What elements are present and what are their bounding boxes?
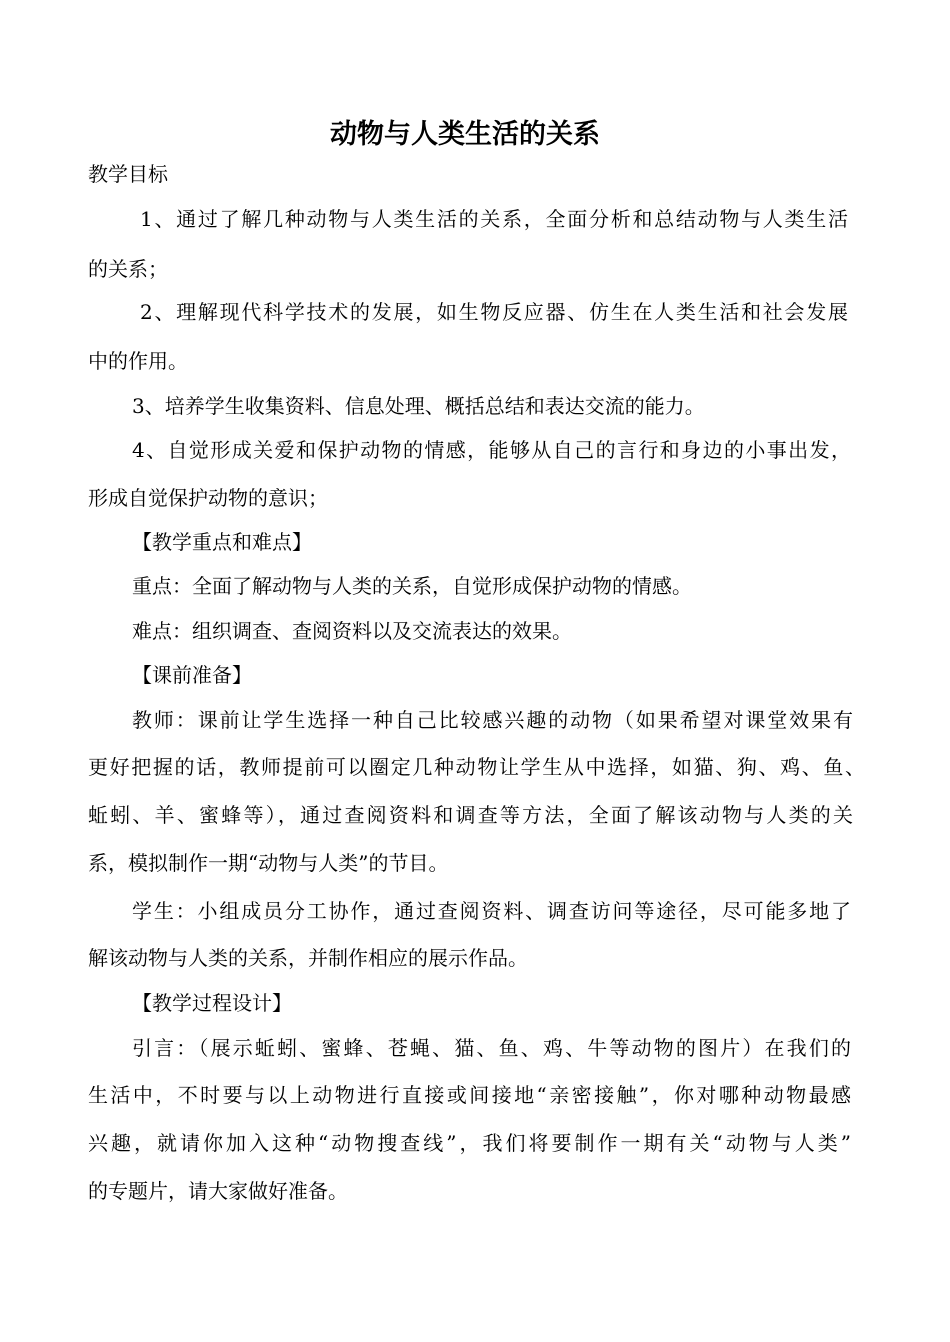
section-heading: 【教学重点和难点】 — [132, 530, 312, 554]
paragraph-line: 引言：（展示蚯蚓、蜜蜂、苍蝇、猫、鱼、鸡、牛等动物的图片）在我们的 — [132, 1036, 851, 1060]
paragraph-line: 形成自觉保护动物的意识； — [88, 486, 328, 510]
paragraph-line: 兴趣，就请你加入这种“动物搜查线”，我们将要制作一期有关“动物与人类” — [88, 1131, 851, 1155]
paragraph-line: 4、自觉形成关爱和保护动物的情感，能够从自己的言行和身边的小事出发， — [132, 438, 851, 462]
section-heading: 教学目标 — [88, 162, 168, 186]
paragraph-line: 重点：全面了解动物与人类的关系，自觉形成保护动物的情感。 — [132, 574, 692, 598]
paragraph-line: 学生：小组成员分工协作，通过查阅资料、调查访问等途径，尽可能多地了 — [132, 899, 851, 923]
paragraph-line: 生活中，不时要与以上动物进行直接或间接地“亲密接触”，你对哪种动物最感 — [88, 1083, 851, 1107]
paragraph-line: 教师：课前让学生选择一种自己比较感兴趣的动物（如果希望对课堂效果有 — [132, 708, 853, 732]
paragraph-line: 难点：组织调查、查阅资料以及交流表达的效果。 — [132, 619, 572, 643]
section-heading: 【课前准备】 — [132, 663, 252, 687]
paragraph-line: 的关系； — [88, 257, 168, 281]
paragraph-line: 的专题片，请大家做好准备。 — [88, 1179, 348, 1203]
section-heading: 【教学过程设计】 — [132, 991, 292, 1015]
paragraph-line: 2、理解现代科学技术的发展，如生物反应器、仿生在人类生活和社会发展 — [140, 300, 848, 324]
paragraph-line: 蚯蚓、羊、蜜蜂等），通过查阅资料和调查等方法，全面了解该动物与人类的关 — [88, 803, 853, 827]
paragraph-line: 中的作用。 — [88, 349, 188, 373]
paragraph-line: 系，模拟制作一期“动物与人类”的节目。 — [88, 851, 449, 875]
paragraph-line: 解该动物与人类的关系，并制作相应的展示作品。 — [88, 946, 528, 970]
paragraph-line: 1、通过了解几种动物与人类生活的关系，全面分析和总结动物与人类生活 — [140, 207, 848, 231]
paragraph-line: 3、培养学生收集资料、信息处理、概括总结和表达交流的能力。 — [132, 394, 705, 418]
document-title: 动物与人类生活的关系 — [330, 119, 600, 150]
paragraph-line: 更好把握的话，教师提前可以圈定几种动物让学生从中选择，如猫、狗、鸡、鱼、 — [88, 755, 865, 779]
